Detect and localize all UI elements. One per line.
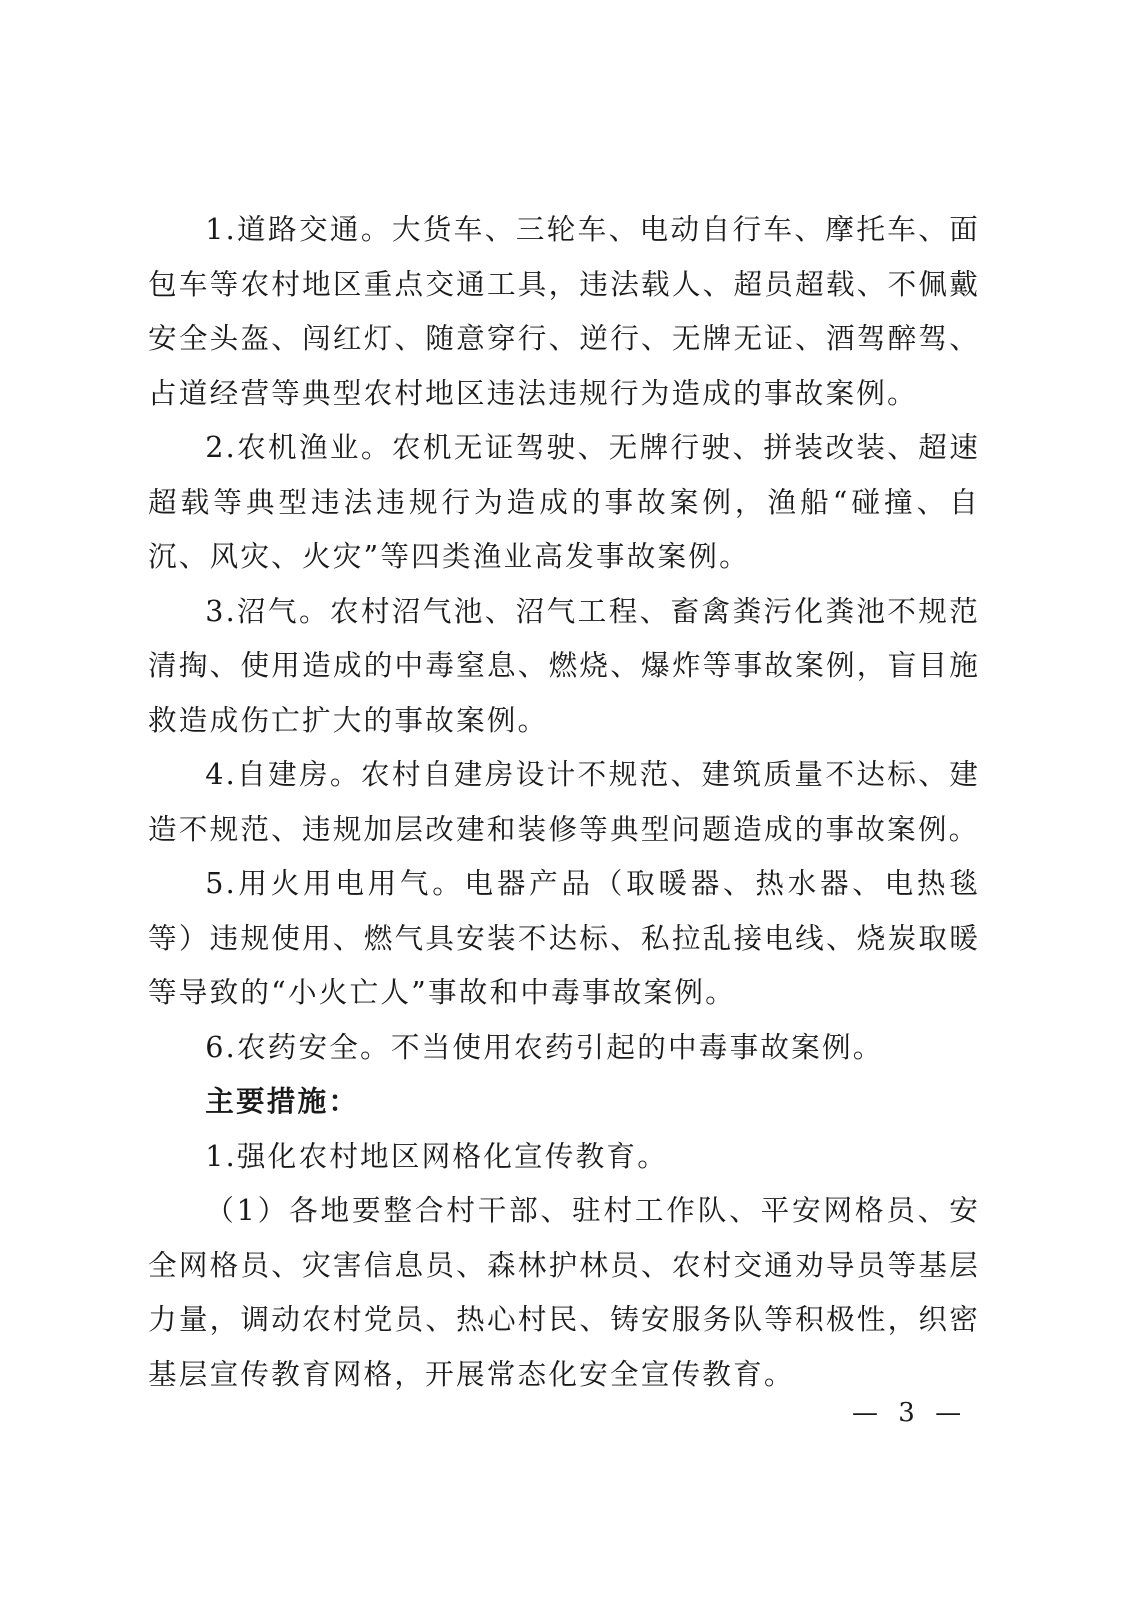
paragraph-self-built-housing: 4.自建房。农村自建房设计不规范、建筑质量不达标、建造不规范、违规加层改建和装修等典型问题造成的事故案例。 <box>148 757 980 846</box>
paragraph-biogas: 3.沼气。农村沼气池、沼气工程、畜禽粪污化粪池不规范清掏、使用造成的中毒窒息、燃烧、爆炸等事故案例，盲目施救造成伤亡扩大的事故案例。 <box>148 593 980 737</box>
document-body <box>148 202 980 1401</box>
section-heading-main-measures: 主要措施： <box>205 1084 360 1118</box>
paragraph-measure-1-title: 1.强化农村地区网格化宣传教育。 <box>205 1138 668 1173</box>
paragraph-measure-1-item-1: （1）各地要整合村干部、驻村工作队、平安网格员、安全网格员、灾害信息员、森林护林员、农村交通劝导员等基层力量，调动农村党员、热心村民、铸安服务队等积极性，织密基层宣传教育网格，开展常态化安全宣传教育。 <box>148 1193 980 1391</box>
paragraph-road-traffic: 1.道路交通。大货车、三轮车、电动自行车、摩托车、面包车等农村地区重点交通工具，违法载人、超员超载、不佩戴安全头盔、闯红灯、随意穿行、逆行、无牌无证、酒驾醉驾、占道经营等典型农村地区违法违规行为造成的事故案例。 <box>148 212 980 410</box>
paragraph-pesticide-safety: 6.农药安全。不当使用农药引起的中毒事故案例。 <box>205 1029 884 1064</box>
paragraph-agri-machinery-fishery: 2.农机渔业。农机无证驾驶、无牌行驶、拼装改装、超速超载等典型违法违规行为造成的事故案例，渔船“碰撞、自沉、风灾、火灾”等四类渔业高发事故案例。 <box>148 430 980 573</box>
paragraph-fire-electricity-gas: 5.用火用电用气。电器产品（取暖器、热水器、电热毯等）违规使用、燃气具安装不达标、私拉乱接电线、烧炭取暖等导致的“小火亡人”事故和中毒事故案例。 <box>148 866 980 1009</box>
page-number: — 3 — <box>852 1398 968 1428</box>
